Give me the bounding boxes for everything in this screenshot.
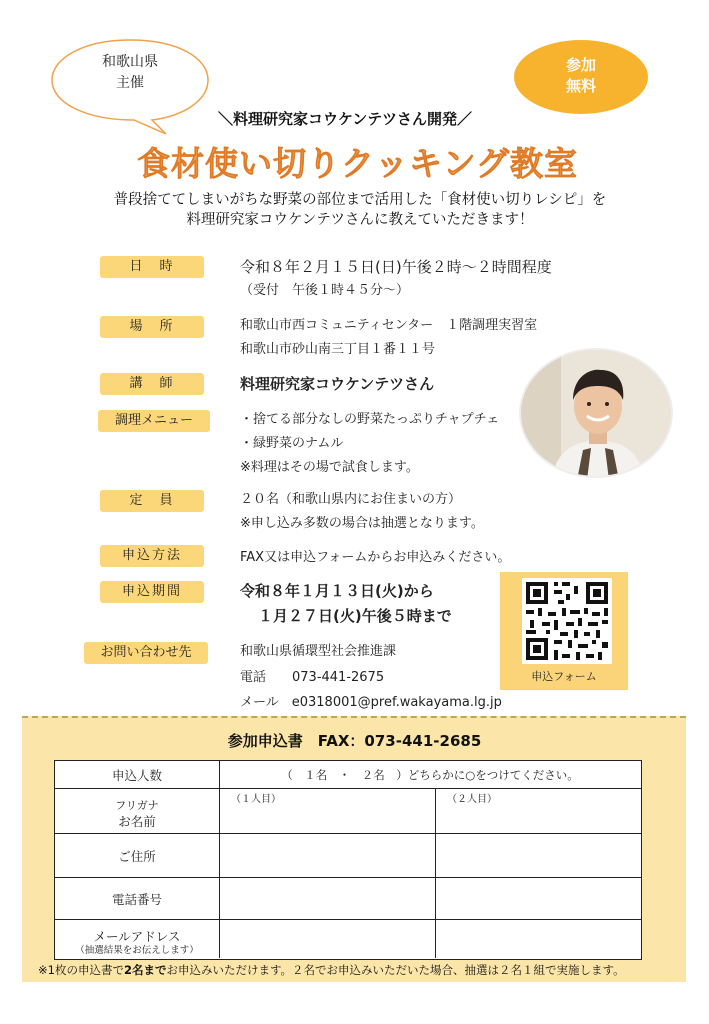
cut-line: [22, 716, 686, 718]
name-field-2[interactable]: [437, 801, 641, 831]
name-field-1[interactable]: [221, 801, 433, 831]
instructor-name: 料理研究家コウケンテツさん: [240, 375, 435, 393]
place-name: 和歌山市西コミュニティセンター １階調理実習室: [240, 318, 538, 333]
footnote-pre: ※1枚の申込書で: [38, 963, 124, 977]
menu-item-2: ・緑野菜のナムル: [240, 436, 344, 451]
footnote-bold: 2名まで: [123, 963, 167, 977]
application-form: [54, 760, 642, 960]
place-address: 和歌山市砂山南三丁目１番１１号: [240, 342, 436, 357]
qr-label: 申込フォーム: [531, 670, 597, 683]
qr-box: [500, 572, 628, 690]
name-label: お名前: [118, 814, 156, 829]
footnote-post: お申込みいただけます。２名でお申込みいただいた場合、抽選は２名１組で実施します。: [166, 963, 625, 977]
capacity-note: ※申し込み多数の場合は抽選となります。: [240, 516, 484, 531]
badge-line2: 無料: [565, 77, 596, 95]
contact-phone: 電話 073-441-2675: [240, 670, 385, 685]
place-label: 場 所: [100, 316, 204, 338]
subtitle: ＼料理研究家コウケンテツさん開発／: [217, 110, 473, 128]
email-field-1[interactable]: [221, 921, 433, 957]
person1-tag: （１人目）: [231, 794, 281, 805]
address-label: ご住所: [118, 849, 156, 864]
free-badge: [514, 40, 648, 114]
furigana-label: フリガナ: [115, 799, 159, 812]
instructor-label: 講 師: [100, 373, 204, 395]
qr-code-icon[interactable]: [522, 578, 612, 664]
capacity-value: ２０名（和歌山県内にお住まいの方）: [240, 492, 462, 507]
period-end: １月２７日(火)午後５時まで: [258, 607, 452, 625]
reception-time: （受付 午後１時４５分～）: [240, 283, 410, 298]
intro-text: [60, 190, 660, 230]
badge-line1: 参加: [565, 56, 596, 74]
email-label: メールアドレス: [93, 929, 181, 944]
contact-label: お問い合わせ先: [84, 642, 208, 664]
phone-label: 電話番号: [111, 892, 162, 907]
method-label: 申込方法: [100, 545, 204, 567]
instructor-photo: [519, 348, 673, 478]
footnote: [38, 962, 698, 978]
address-field-2[interactable]: [437, 835, 641, 875]
period-label: 申込期間: [100, 581, 204, 603]
capacity-label: 定 員: [100, 490, 204, 512]
method-value: FAX又は申込フォームからお申込みください。: [240, 550, 511, 565]
menu-item-1: ・捨てる部分なしの野菜たっぷりチャプチェ: [240, 412, 500, 427]
organizer-line1: 和歌山県: [102, 54, 158, 70]
headcount-label: 申込人数: [111, 768, 162, 783]
headcount-field[interactable]: （ １名 ・ ２名 ）どちらかに○をつけてください。: [281, 768, 579, 782]
contact-dept: 和歌山県循環型社会推進課: [240, 644, 397, 659]
email-field-2[interactable]: [437, 921, 641, 957]
email-note: （抽選結果をお伝えします）: [75, 945, 199, 956]
page-title: 食材使い切りクッキング教室: [136, 144, 578, 183]
phone-field-1[interactable]: [221, 879, 433, 917]
date-label: 日 時: [100, 256, 204, 278]
period-start: 令和８年１月１３日(火)から: [240, 582, 434, 600]
application-title: 参加申込書 FAX：073-441-2685: [227, 732, 482, 750]
contact-email[interactable]: メール e0318001@pref.wakayama.lg.jp: [240, 695, 502, 710]
menu-note: ※料理はその場で試食します。: [240, 460, 419, 475]
organizer-line2: 主催: [116, 75, 144, 91]
person2-tag: （２人目）: [447, 794, 497, 805]
phone-field-2[interactable]: [437, 879, 641, 917]
intro-line1: 普段捨ててしまいがちな野菜の部位まで活用した「食材使い切りレシピ」を: [113, 192, 607, 208]
date-value: 令和８年２月１５日(日)午後２時～２時間程度: [240, 258, 552, 276]
address-field-1[interactable]: [221, 835, 433, 875]
intro-line2: 料理研究家コウケンテツさんに教えていただきます！: [186, 212, 534, 228]
menu-label: 調理メニュー: [98, 410, 210, 432]
